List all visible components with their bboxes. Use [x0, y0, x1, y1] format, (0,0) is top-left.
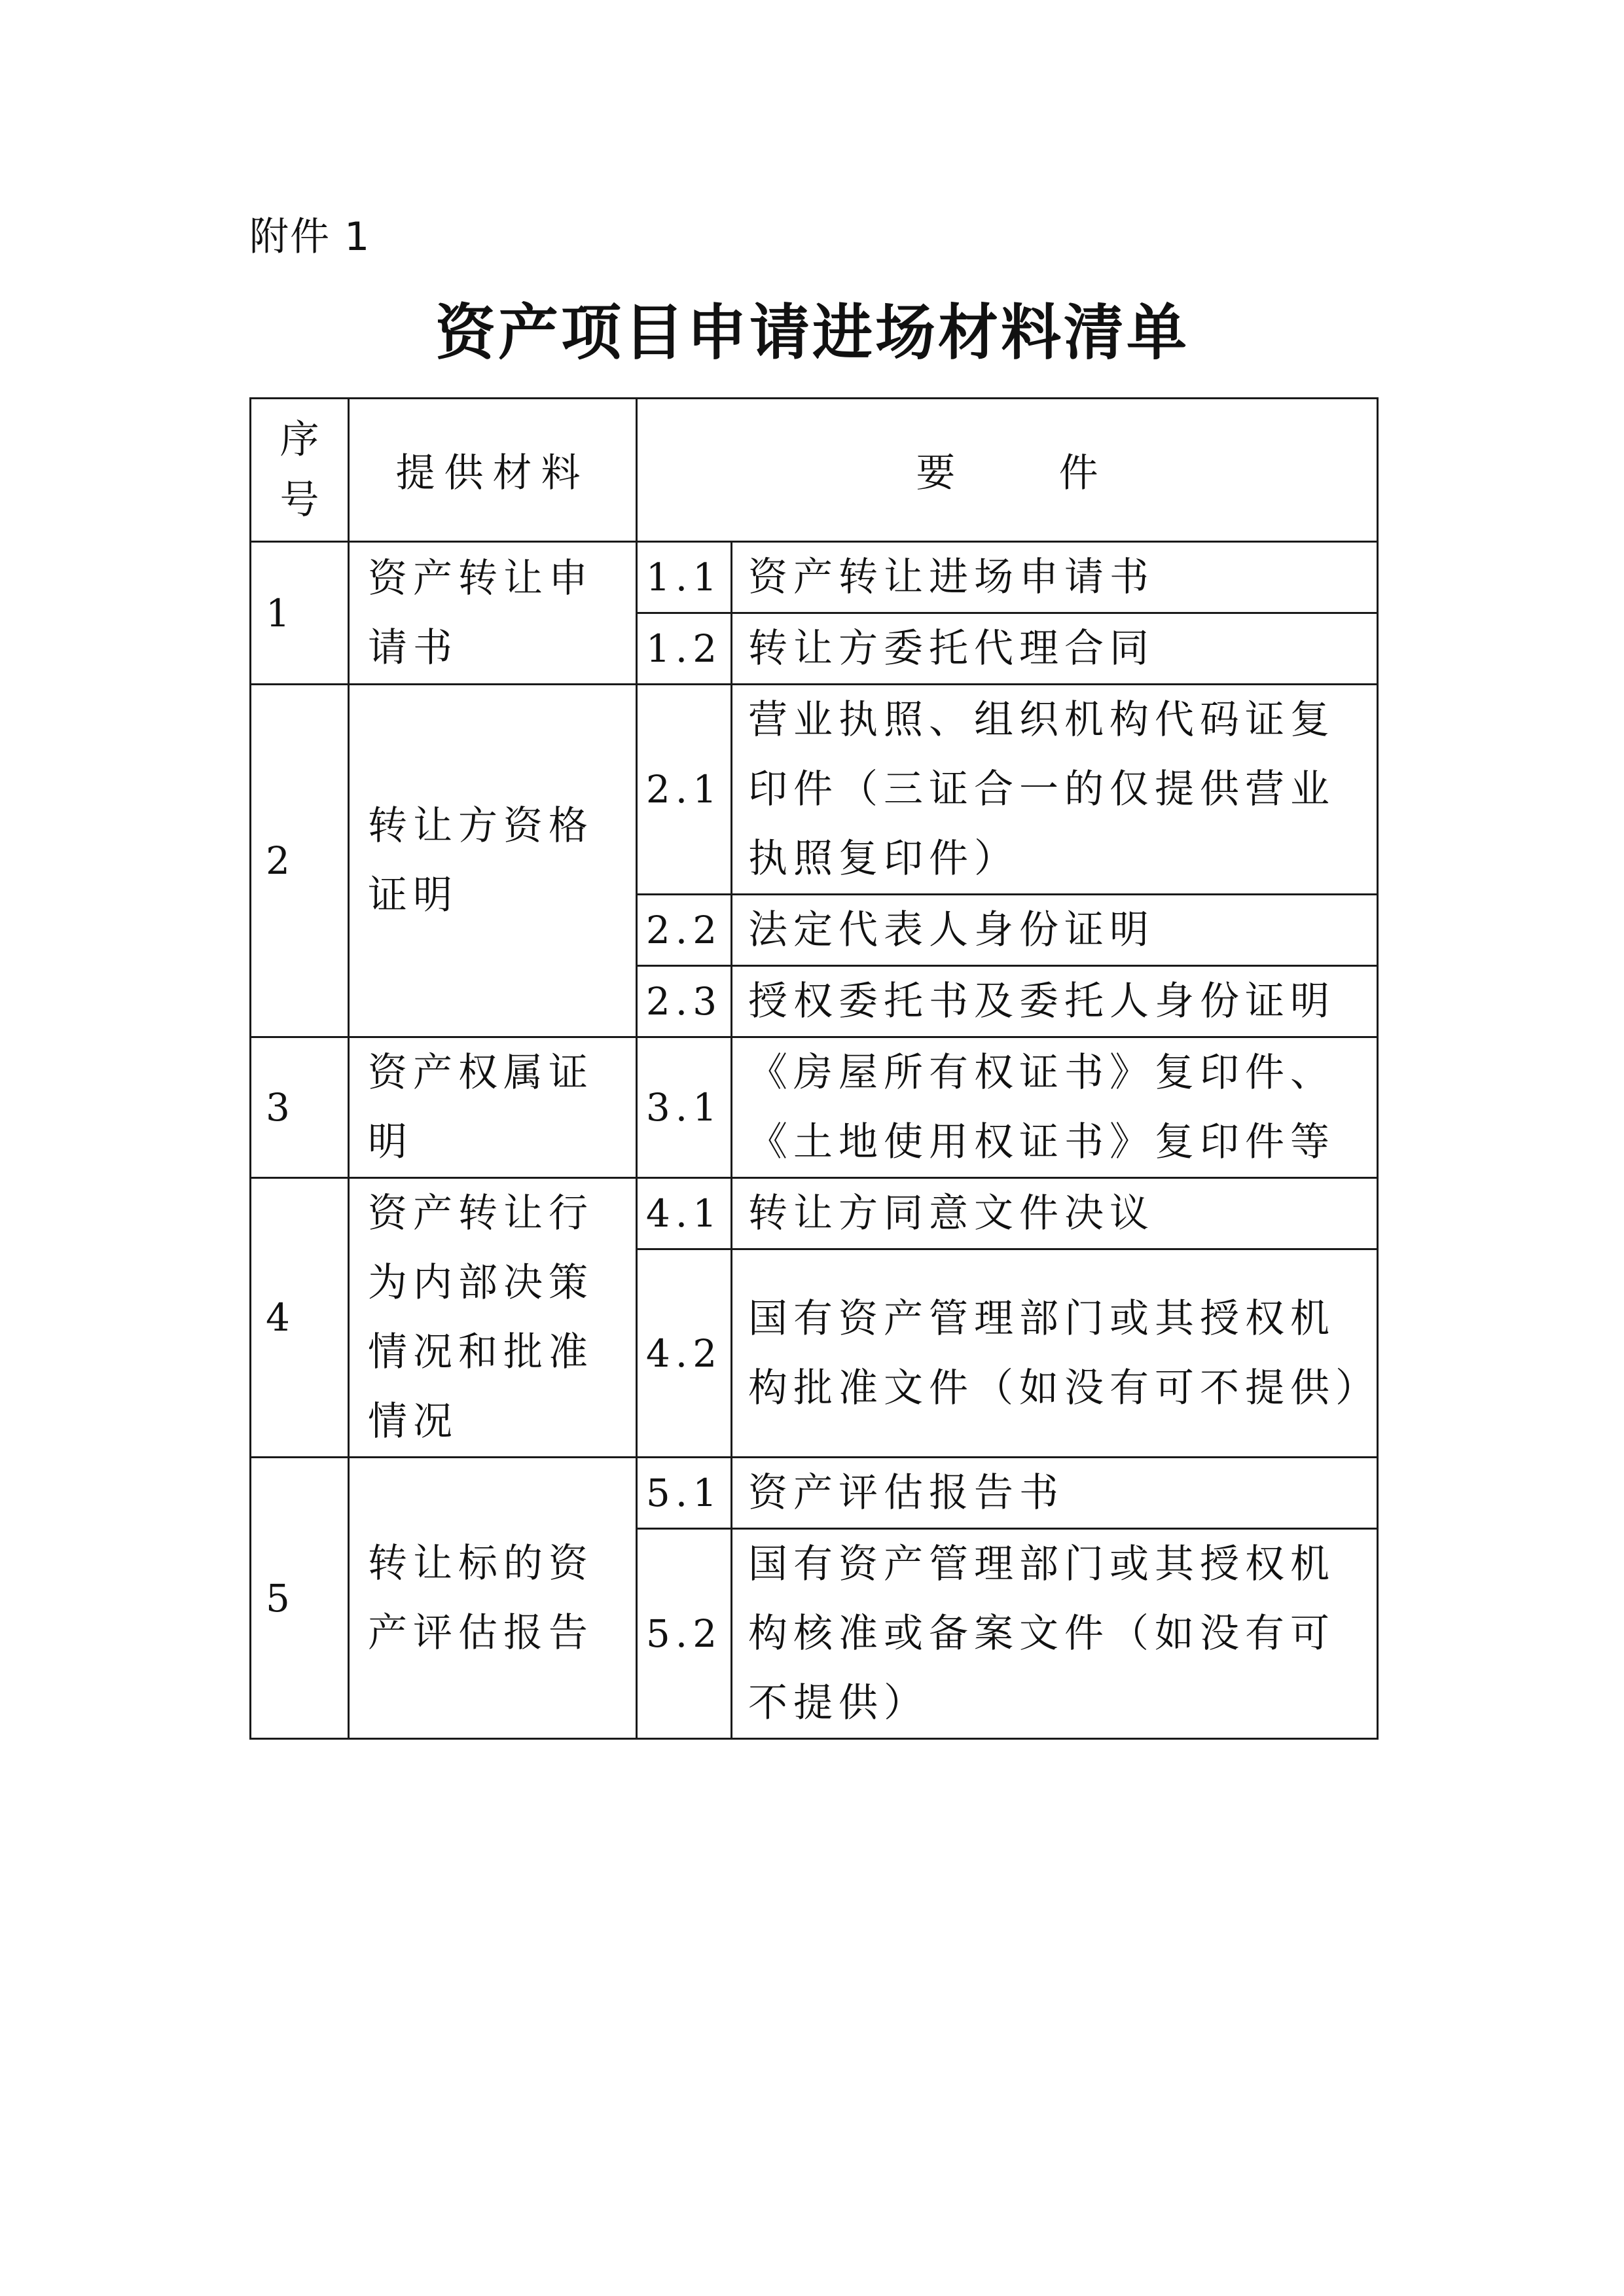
document-title: 资产项目申请进场材料清单 — [435, 297, 1189, 368]
row-material: 资产转让行为内部决策情况和批准情况 — [349, 1178, 637, 1458]
row-seq: 3 — [251, 1037, 349, 1178]
header-requirement-part2: 件 — [1058, 450, 1098, 496]
item-text: 授权委托书及委托人身份证明 — [732, 966, 1378, 1037]
table-row — [251, 1458, 1378, 1529]
item-number: 5.2 — [637, 1529, 732, 1739]
header-material: 提供材料 — [349, 399, 637, 542]
item-number: 1.2 — [637, 613, 732, 685]
item-number: 5.1 — [637, 1458, 732, 1529]
item-text: 法定代表人身份证明 — [732, 895, 1378, 966]
header-requirement — [637, 399, 1378, 542]
row-material: 资产权属证明 — [349, 1037, 637, 1178]
item-number: 2.1 — [637, 685, 732, 895]
item-text: 转让方委托代理合同 — [732, 613, 1378, 685]
row-material: 转让标的资产评估报告 — [349, 1458, 637, 1739]
item-text: 转让方同意文件决议 — [732, 1178, 1378, 1249]
table-row — [251, 1178, 1378, 1249]
item-text: 国有资产管理部门或其授权机构批准文件（如没有可不提供） — [732, 1249, 1378, 1458]
item-text: 资产评估报告书 — [732, 1458, 1378, 1529]
header-seq-line2: 号 — [280, 477, 319, 523]
row-material: 转让方资格证明 — [349, 685, 637, 1037]
item-number: 4.1 — [637, 1178, 732, 1249]
row-seq: 1 — [251, 542, 349, 685]
materials-table — [249, 397, 1379, 1740]
item-number: 1.1 — [637, 542, 732, 613]
row-material: 资产转让申请书 — [349, 542, 637, 685]
row-seq: 2 — [251, 685, 349, 1037]
item-number: 2.3 — [637, 966, 732, 1037]
item-text: 《房屋所有权证书》复印件、《土地使用权证书》复印件等 — [732, 1037, 1378, 1178]
item-number: 3.1 — [637, 1037, 732, 1178]
header-seq-line1: 序 — [280, 417, 319, 463]
table-row — [251, 685, 1378, 895]
table-row — [251, 542, 1378, 613]
header-requirement-part1: 要 — [916, 450, 956, 496]
item-text: 营业执照、组织机构代码证复印件（三证合一的仅提供营业执照复印件） — [732, 685, 1378, 895]
item-text: 资产转让进场申请书 — [732, 542, 1378, 613]
item-text: 国有资产管理部门或其授权机构核准或备案文件（如没有可不提供） — [732, 1529, 1378, 1739]
item-number: 4.2 — [637, 1249, 732, 1458]
table-header-row — [251, 399, 1378, 542]
row-seq: 4 — [251, 1178, 349, 1458]
attachment-label: 附件 1 — [249, 214, 371, 260]
item-number: 2.2 — [637, 895, 732, 966]
row-seq: 5 — [251, 1458, 349, 1739]
table-row — [251, 1037, 1378, 1178]
header-seq — [251, 399, 349, 542]
